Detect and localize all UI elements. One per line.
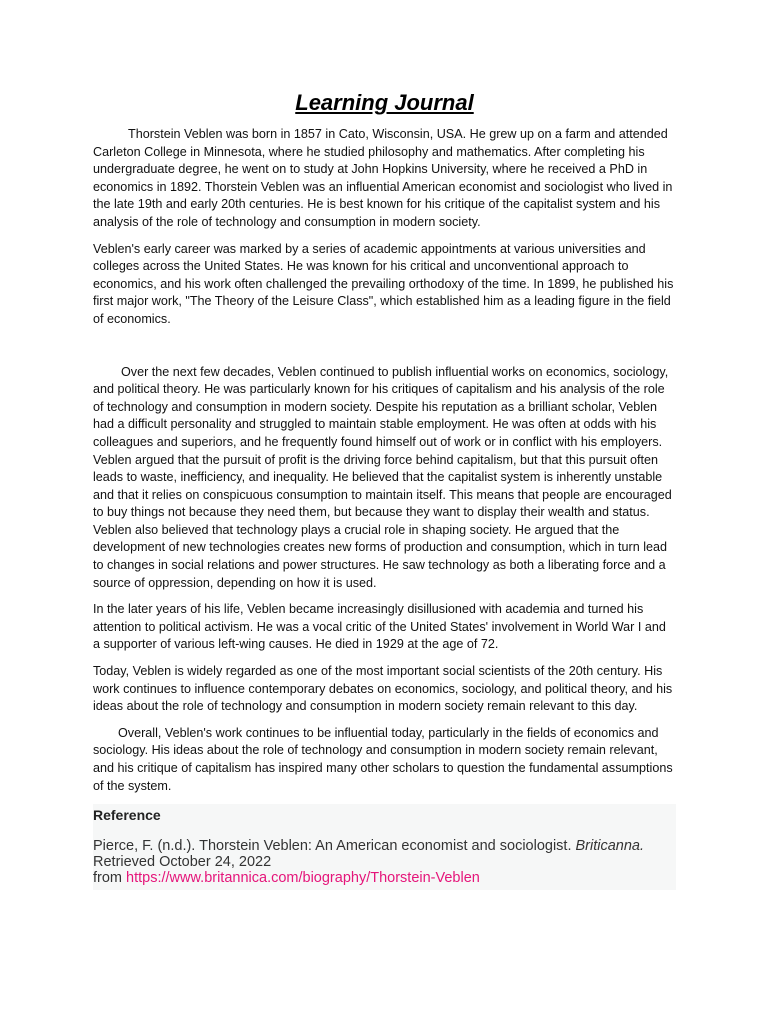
document-page xyxy=(93,88,676,890)
citation-from: from xyxy=(93,870,122,887)
reference-citation xyxy=(93,838,676,886)
citation-text: Pierce, F. (n.d.). Thorstein Veblen: An American economist and sociologist. xyxy=(93,838,572,855)
reference-section xyxy=(93,804,676,890)
reference-link[interactable]: https://www.britannica.com/biography/Thorstein-Veblen xyxy=(126,870,480,887)
citation-source: Briticanna. xyxy=(575,838,645,855)
paragraph-conclusion: Overall, Veblen's work continues to be influential today, particularly in the fields of economics and sociology. His ideas about the role of technology and consumption in modern society remain relevant, and his critique of capitalism has inspired many other scholars to question the fundamental assumptions of the system. xyxy=(93,725,673,793)
page-title: Learning Journal xyxy=(295,90,474,115)
paragraph-early-career: Veblen's early career was marked by a series of academic appointments at various universities and colleges across the United States. He was known for his critical and unconventional approach to economics, and his work often challenged the prevailing orthodoxy of the time. In 1899, he published his first major work, "The Theory of the Leisure Class", which established him as a leading figure in the field of economics. xyxy=(93,241,674,326)
paragraph-later-years: In the later years of his life, Veblen became increasingly disillusioned with academia and turned his attention to political activism. He was a vocal critic of the United States' involvement in World War I and a supporter of various left-wing causes. He died in 1929 at the age of 72. xyxy=(93,602,666,652)
paragraph-early-life: Thorstein Veblen was born in 1857 in Cato, Wisconsin, USA. He grew up on a farm and attended Carleton College in Minnesota, where he studied philosophy and mathematics. After completing his undergraduate degree, he went on to study at John Hopkins University, where he received a PhD in economics in 1892. Thorstein Veblen was an influential American economist and sociologist who lived in the late 19th and early 20th centuries. He is best known for his critique of the capitalist system and his analysis of the role of technology and consumption in modern society. xyxy=(93,127,673,229)
reference-heading: Reference xyxy=(93,807,161,824)
paragraph-later-decades: Over the next few decades, Veblen continued to publish influential works on economics, sociology, and political theory. He was particularly known for his critiques of capitalism and his analysis of the role of technology and consumption in modern society. Despite his reputation as a brilliant scholar, Veblen had a difficult personality and struggled to maintain stable employment. He was often at odds with his colleagues and superiors, and he frequently found himself out of work or in conflict with his employers. Veblen argued that the pursuit of profit is the driving force behind capitalism, but that this pursuit often leads to waste, inefficiency, and inequality. He believed that the capitalist system is inherently unstable and that it relies on conspicuous consumption to maintain itself. This means that people are encouraged to buy things not because they need them, but because they want to display their wealth and status. Veblen also believed that technology plays a crucial role in shaping society. He argued that the development of new technologies creates new forms of production and consumption, which in turn lead to changes in social relations and power structures. He saw technology as both a liberating force and a source of oppression, depending on how it is used. xyxy=(93,364,672,590)
citation-retrieved: Retrieved October 24, 2022 xyxy=(93,854,272,871)
blank-line xyxy=(93,338,676,364)
paragraph-legacy: Today, Veblen is widely regarded as one of the most important social scientists of the 20th century. His work continues to influence contemporary debates on economics, sociology, and political theory, and his ideas about the role of technology and consumption in modern society remain relevant to this day. xyxy=(93,664,673,714)
